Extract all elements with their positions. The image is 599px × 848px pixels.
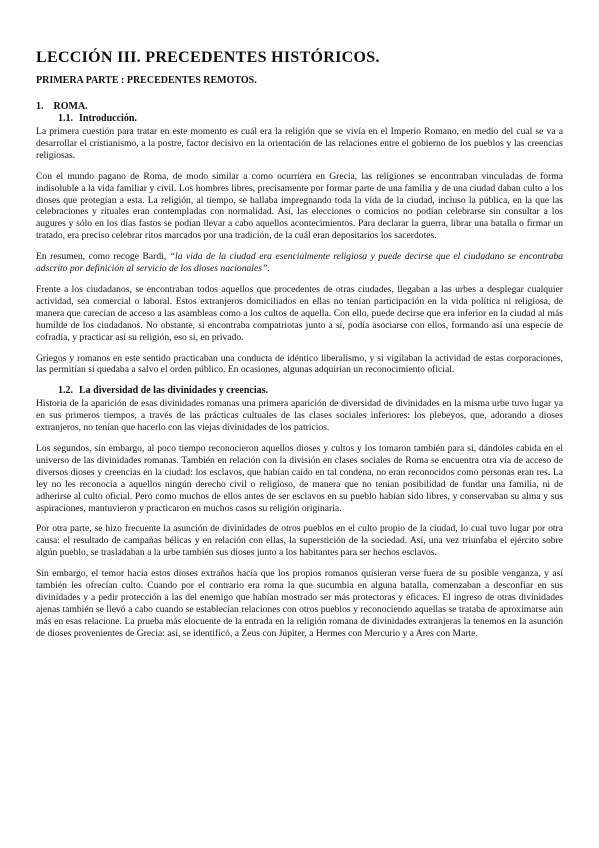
paragraph-4: Frente a los ciudadanos, se encontraban todos aquellos que procedentes de otras ciudades, llegaban a las urbes a desplegar cualquier actividad, sea comercial o laboral. Estos extranjeros domiciliados en ellas no tenían participación en la vida política ni religiosa, de manera que carecían de acceso a las asambleas como a los cultos de aquella. Con ello, puede decirse que era inferior en la ciudad al más humilde de los ciudadanos. No obstante, si encontraba compatriotas junto a sí, podía asociarse con ellos, formando así una especie de cofradía, y practicar así su religión, eso sí, en privado.: [36, 283, 563, 343]
paragraph-1: La primera cuestión para tratar en este momento es cuál era la religión que se vivía en el Imperio Romano, en medio del cual se va a desarrollar el cristianismo, a la postre, factor decisivo en la orientación de las relaciones entre el gobierno de los pueblos y las creencias religiosas.: [36, 126, 563, 161]
document-page: [36, 48, 563, 640]
subsection-number: 1.1.: [58, 113, 73, 124]
paragraph-3-intro: En resumen, como recoge Bardi,: [36, 251, 170, 263]
paragraph-9: Sin embargo, el temor hacia estos dioses extraños hacía que los propios romanos quisieran verse fuera de su posible venganza, y así también les ofrecían culto. Cuando por el contrario era roma la que sucumbía en alguna batalla, comenzaban a desconfiar en sus divinidades y a pedir protección a las del enemigo que habían mostrado ser más protectoras y eficaces. El ingreso de otras divinidades ajenas también se llevó a cabo cuando se establecían relaciones con otros pueblos y reconociendo aquellas se trataba de aproximarse aún más en esas relacione. La prueba más elocuente de la entrada en la religión romana de divinidades extranjeras la tenemos en la asunción de dioses provenientes de Grecia: así, se identificó, a Zeus con Júpiter, a Hermes con Mercurio y a Ares con Marte.: [36, 568, 563, 639]
paragraph-6: Historia de la aparición de esas divinidades romanas una primera aparición de diversidad de divinidades en la misma urbe tuvo lugar ya en sus primeros tiempos, a través de las prácticas cultuales de las clases sociales inferiores: los plebeyos, que, adorando a dioses extranjeros, no tenían que hacerlo con las viejas divinidades de los patricios.: [36, 398, 563, 434]
paragraph-3-end: .: [267, 263, 270, 275]
bardi-quote: “la vida de la ciudad era esencialmente religiosa y puede decirse que el ciudadano se encontraba adscrito por definición al servicio de los dioses nacionales”: [36, 251, 564, 275]
section-title: ROMA.: [53, 101, 88, 112]
section-heading-roma: [36, 101, 563, 113]
subsection-heading-introduccion: [58, 113, 563, 125]
paragraph-8: Por otra parte, se hizo frecuente la asunción de divinidades de otros pueblos en el culto propio de la ciudad, lo cual tuvo lugar por otra causa: el resultado de campañas bélicas y en relación con ellas, la superstición de la sociedad. Así, una vez triunfaba el ejército sobre algún pueblo, se trasladaban a la urbe también sus dioses junto a los habitantes para ser hechos esclavos.: [36, 523, 563, 559]
subsection-title: La diversidad de las divinidades y creencias.: [79, 385, 269, 397]
part-title: PRIMERA PARTE : PRECEDENTES REMOTOS.: [36, 75, 257, 86]
subsection-number: 1.2.: [58, 385, 73, 397]
subsection-title: Introducción.: [79, 113, 137, 124]
paragraph-7: Los segundos, sin embargo, al poco tiempo reconocieron aquellos dioses y cultos y los tomaron también para sí, dándoles cabida en el universo de las divinidades romanas. También en relación con la división en clases sociales de Roma se encuentra otra vía de acceso de diversos dioses y creencias en la ciudad: los esclavos, que habían caído en tal condena, no eran reconocidos como personas eran res. La ley no les reconocía a aquellos ningún derecho civil o religioso, de manera que no tenían posibilidad de fundar una familia, ni de adherirse al culto oficial. Pero como muchos de ellos antes de ser esclavos en su pueblo habían sido libres, y conservaban su alma y sus aspiraciones, mantuvieron y practicaron en muchos casos su religión originaria.: [36, 443, 563, 514]
paragraph-3: [36, 251, 563, 275]
paragraph-5: Griegos y romanos en este sentido practicaban una conducta de idéntico liberalismo, y si vigilaban la actividad de estas corporaciones, las permitían si quedaba a salvo el orden público. En ocasiones, algunas adquirían un reconocimiento oficial.: [36, 352, 563, 376]
section-number: 1.: [36, 101, 44, 112]
subsection-heading-diversidad: [58, 385, 563, 397]
lesson-title: LECCIÓN III. PRECEDENTES HISTÓRICOS.: [36, 49, 380, 66]
paragraph-2: Con el mundo pagano de Roma, de modo similar a como ocurriera en Grecia, las religiones se encontraban vinculadas de forma indisoluble a la vida familiar y civil. Los hombres libres, precisamente por formar parte de una familia y de una ciudad daban culto a los dioses que protegían a esta. La religión, al tiempo, se hallaba impregnando toda la vida de la ciudad, incluso la pública, en la que las celebraciones y rituales eran contempladas con normalidad. Así, las elecciones o comicios no podían celebrarse sin consultar a los augures y sólo en los días fastos se podían llevar a cabo aquellos acontecimientos. Para declarar la guerra, librar una batalla o firmar un tratado, era preciso celebrar ritos marcados por una tradición, de la cuál eran depositarios los sacerdotes.: [36, 170, 563, 242]
